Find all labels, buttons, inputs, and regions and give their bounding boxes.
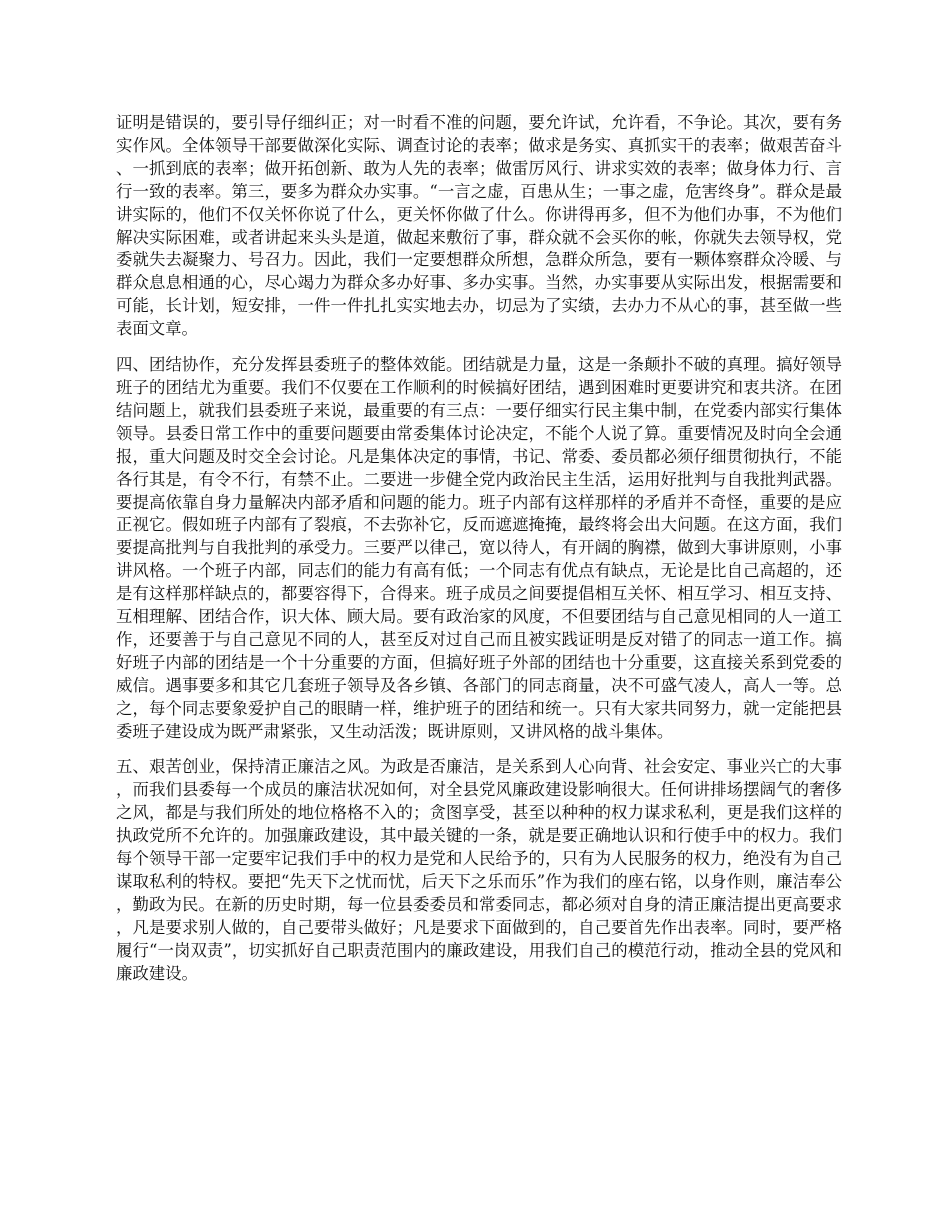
document-body — [116, 112, 842, 999]
paragraph-1: 证明是错误的，要引导仔细纠正；对一时看不准的问题，要允许试，允许看，不争论。其次，要有务实作风。全体领导干部要做深化实际、调查讨论的表率；做求是务实、真抓实干的表率；做艰苦奋斗、一抓到底的表率；做开拓创新、敢为人先的表率；做雷厉风行、讲求实效的表率；做身体力行、言行一致的表率。第三，要多为群众办实事。“一言之虚，百患从生；一事之虚，危害终身”。群众是最讲实际的，他们不仅关怀你说了什么，更关怀你做了什么。你讲得再多，但不为他们办事，不为他们解决实际困难，或者讲起来头头是道，做起来敷衍了事，群众就不会买你的帐，你就失去领导权，党委就失去凝聚力、号召力。因此，我们一定要想群众所想，急群众所急，要有一颗体察群众冷暖、与群众息息相通的心，尽心竭力为群众多办好事、多办实事。当然，办实事要从实际出发，根据需要和可能，长计划，短安排，一件一件扎扎实实地去办，切忌为了实绩，去办力不从心的事，甚至做一些表面文章。 — [116, 113, 842, 339]
paragraph-3: 五、艰苦创业，保持清正廉洁之风。为政是否廉洁，是关系到人心向背、社会安定、事业兴亡的大事，而我们县委每一个成员的廉洁状况如何，对全县党风廉政建设影响很大。任何讲排场摆阔气的奢侈之风，都是与我们所处的地位格格不入的；贪图享受，甚至以种种的权力谋求私利，更是我们这样的执政党所不允许的。加强廉政建设，其中最关键的一条，就是要正确地认识和行使手中的权力。我们每个领导干部一定要牢记我们手中的权力是党和人民给予的，只有为人民服务的权力，绝没有为自己谋取私利的特权。要把“先天下之忧而忧，后天下之乐而乐”作为我们的座右铭，以身作则，廉洁奉公，勤政为民。在新的历史时期，每一位县委委员和常委同志，都必须对自身的清正廉洁提出更高要求，凡是要求别人做的，自己要带头做好；凡是要求下面做到的，自己要首先作出表率。同时，要严格履行“一岗双责”，切实抓好自己职责范围内的廉政建设，用我们自己的模范行动，推动全县的党风和廉政建设。 — [116, 757, 842, 983]
paragraph-2: 四、团结协作，充分发挥县委班子的整体效能。团结就是力量，这是一条颠扑不破的真理。搞好领导班子的团结尤为重要。我们不仅要在工作顺利的时候搞好团结，遇到困难时更要讲究和衷共济。在团结问题上，就我们县委班子来说，最重要的有三点：一要仔细实行民主集中制，在党委内部实行集体领导。县委日常工作中的重要问题要由常委集体讨论决定，不能个人说了算。重要情况及时向全会通报，重大问题及时交全会讨论。凡是集体决定的事情，书记、常委、委员都必须仔细贯彻执行，不能各行其是，有令不行，有禁不止。二要进一步健全党内政治民主生活，运用好批判与自我批判武器。要提高依靠自身力量解决内部矛盾和问题的能力。班子内部有这样那样的矛盾并不奇怪，重要的是应正视它。假如班子内部有了裂痕，不去弥补它，反而遮遮掩掩，最终将会出大问题。在这方面，我们要提高批判与自我批判的承受力。三要严以律己，宽以待人，有开阔的胸襟，做到大事讲原则，小事讲风格。一个班子内部，同志们的能力有高有低；一个同志有优点有缺点，无论是比自己高超的，还是有这样那样缺点的，都要容得下，合得来。班子成员之间要提倡相互关怀、相互学习、相互支持、互相理解、团结合作，识大体、顾大局。要有政治家的风度，不但要团结与自己意见相同的人一道工作，还要善于与自己意见不同的人，甚至反对过自己而且被实践证明是反对错了的同志一道工作。搞好班子内部的团结是一个十分重要的方面，但搞好班子外部的团结也十分重要，这直接关系到党委的威信。遇事要多和其它几套班子领导及各乡镇、各部门的同志商量，决不可盛气凌人，高人一等。总之，每个同志要象爱护自己的眼睛一样，维护班子的团结和统一。只有大家共同努力，就一定能把县委班子建设成为既严肃紧张，又生动活泼；既讲原则，又讲风格的战斗集体。 — [116, 355, 842, 741]
